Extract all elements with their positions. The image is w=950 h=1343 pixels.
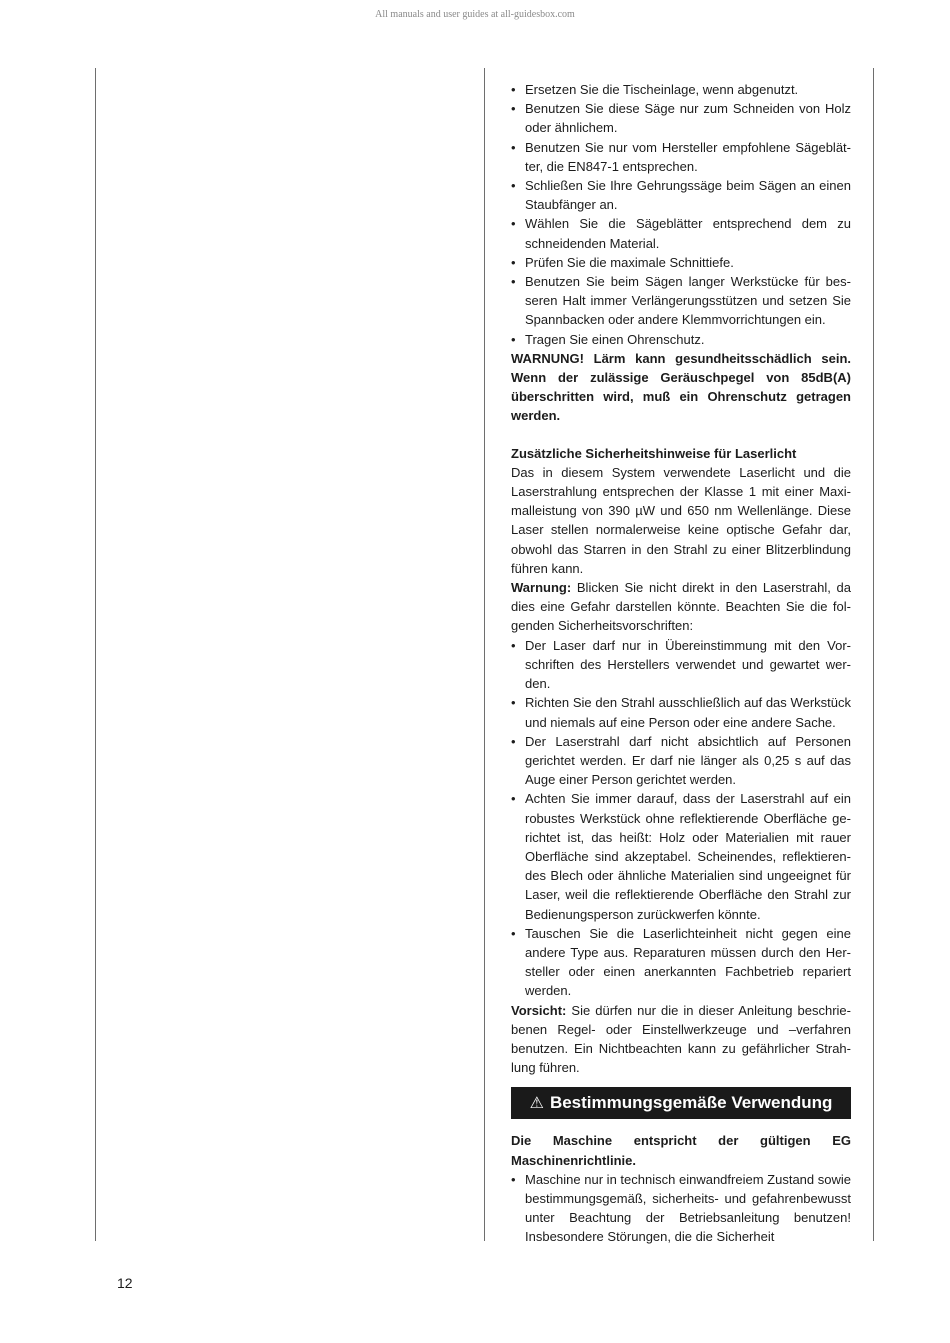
watermark: All manuals and user guides at all-guidesbox.com <box>375 9 575 20</box>
list-item: • Maschine nur in technisch einwandfreiem Zustand sowie bestimmungsgemäß, sicherheits- und gefahrenbewusst unter Beachtung der Betriebsanleitung benutzen! Insbesondere Störungen, die die Sicherheit <box>511 1170 851 1247</box>
laser-warning-label: Warnung: <box>511 580 572 596</box>
left-margin-line <box>95 68 96 1241</box>
section-title: Bestimmungsgemäße Verwendung <box>549 1093 833 1113</box>
list-item: • Benutzen Sie nur vom Hersteller empfohlene Sägeblätter, die EN847-1 entsprechen. <box>511 138 851 176</box>
general-safety-list <box>511 80 851 349</box>
warning-triangle-icon: ⚠ <box>529 1095 544 1113</box>
usage-list <box>511 1170 851 1247</box>
caution-text: Sie dürfen nur die in dieser Anleitung beschriebenen Regel- oder Einstellwerkzeuge und –verfahren benutzen. Ein Nichtbeachten kann zu gefährlicher Strahlung führen. <box>511 1002 851 1076</box>
section-subheading: Die Maschine entspricht der gültigen EG Maschinenrichtlinie. <box>511 1133 851 1168</box>
spacer <box>511 426 851 444</box>
laser-heading: Zusätzliche Sicherheitshinweise für Laserlicht <box>511 445 797 461</box>
caution-paragraph <box>511 1001 851 1078</box>
list-item: • Tauschen Sie die Laserlichteinheit nicht gegen eine andere Type aus. Reparaturen müssen durch den Hersteller oder einen anerkannten Fachbetrieb repariert werden. <box>511 924 851 1001</box>
list-item: • Wählen Sie die Sägeblätter entsprechend dem zu schneidenden Material. <box>511 214 851 252</box>
laser-safety-list <box>511 636 851 1001</box>
list-item: • Schließen Sie Ihre Gehrungssäge beim Sägen an einen Staubfänger an. <box>511 176 851 214</box>
list-item: • Der Laserstrahl darf nicht absichtlich auf Personen gerichtet werden. Er darf nie länger als 0,25 s auf das Auge einer Person gerichtet werden. <box>511 732 851 790</box>
page-number: 12 <box>117 1275 133 1291</box>
list-item: • Ersetzen Sie die Tischeinlage, wenn abgenutzt. <box>511 80 851 99</box>
laser-warning-paragraph <box>511 578 851 636</box>
laser-intro: Das in diesem System verwendete Laserlicht und die Laserstrahlung entsprechen der Klasse 1 mit einer Maximalleistung von 390 µW und 650 nm Wellenlänge. Diese Laser stellen normalerweise keine optische Gefahr dar, obwohl das Starren in den Strahl zu einer Blitzerblindung führen kann. <box>511 464 851 576</box>
right-column <box>511 80 851 1247</box>
right-margin-line <box>873 68 874 1241</box>
list-item: • Der Laser darf nur in Übereinstimmung mit den Vorschriften des Herstellers verwendet und gewartet werden. <box>511 636 851 694</box>
caution-label: Vorsicht: <box>511 1002 567 1018</box>
list-item: • Benutzen Sie diese Säge nur zum Schneiden von Holz oder ähnlichem. <box>511 99 851 137</box>
list-item: • Tragen Sie einen Ohrenschutz. <box>511 330 851 349</box>
list-item: • Richten Sie den Strahl ausschließlich auf das Werkstück und niemals auf eine Person oder eine andere Sache. <box>511 693 851 731</box>
section-heading-bar <box>511 1087 851 1119</box>
laser-warning-text: Blicken Sie nicht direkt in den Laserstrahl, da dies eine Gefahr darstellen könnte. Beachten Sie die folgenden Sicherheitsvorschriften: <box>511 580 851 634</box>
noise-warning: WARNUNG! Lärm kann gesundheitsschädlich sein. Wenn der zulässige Geräuschpegel von 85dB(A) überschritten wird, muß ein Ohrenschutz getragen werden. <box>511 350 851 424</box>
list-item: • Prüfen Sie die maximale Schnittiefe. <box>511 253 851 272</box>
list-item: • Benutzen Sie beim Sägen langer Werkstücke für besseren Halt immer Verlängerungsstützen und setzen Sie Spannbacken oder andere Klemmvorrichtungen ein. <box>511 272 851 330</box>
column-divider-line <box>484 68 485 1241</box>
list-item: • Achten Sie immer darauf, dass der Laserstrahl auf ein robustes Werkstück ohne reflektierende Oberfläche gerichtet ist, das heißt: Holz oder Materialien mit rauer Oberfläche sind akzeptabel. Scheinendes, reflektierendes Blech oder ähnliche Materialien sind ungeeignet für Laser, weil die reflektierende Oberfläche den Strahl zur Bedienungsperson zurückwerfen könnte. <box>511 789 851 923</box>
